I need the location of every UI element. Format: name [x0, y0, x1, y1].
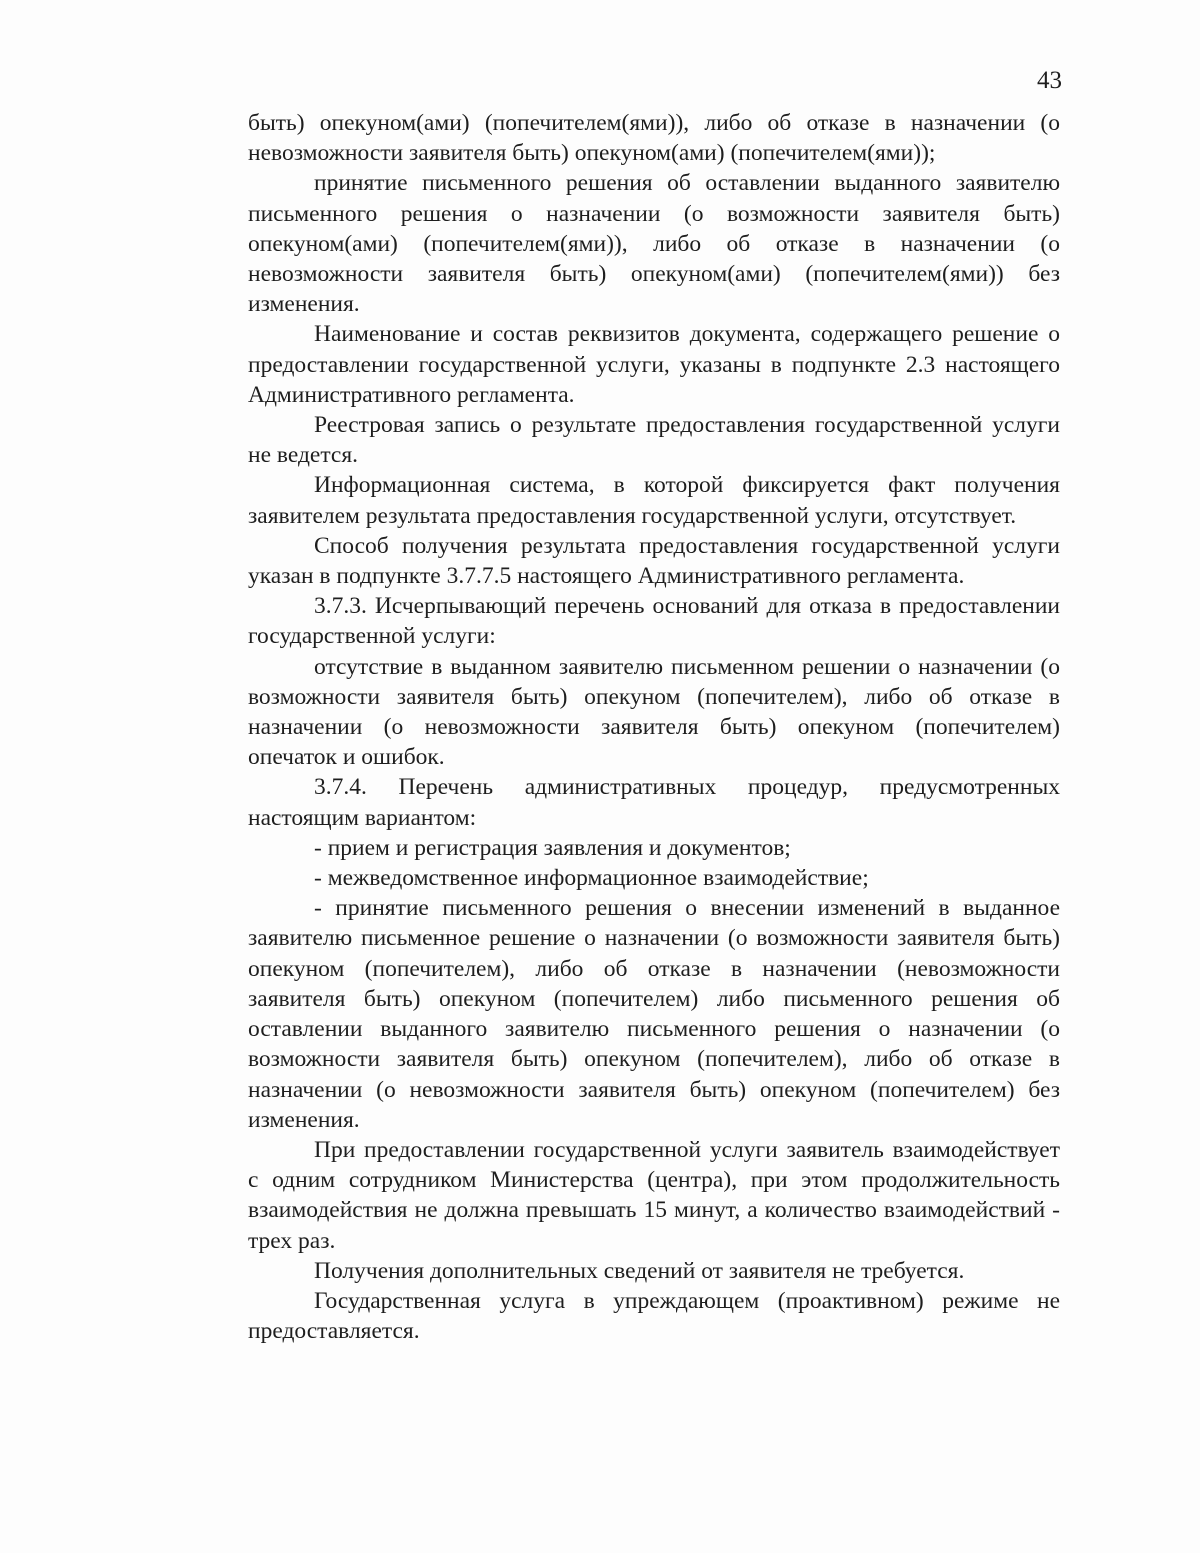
paragraph-result-method: Способ получения результата предоставления государственной услуги указан в подпункте 3.7.7.5 настоящего Административного регламента.: [248, 532, 1060, 590]
list-item-decision: - принятие письменного решения о внесении изменений в выданное заявителю письменное решение о назначении (о возможности заявителя быть) опекуном (попечителем), либо об отказе в назначении (невозможности заявителя быть) опекуном (попечителем) либо письменного решения об оставлении выданного заявителю письменного решения о назначении (о возможности заявителя быть) опекуном (попечителем), либо об отказе в назначении (о невозможности заявителя быть) опекуном (попечителем) без изменения.: [248, 895, 1060, 1133]
document-body: [248, 108, 1060, 1346]
paragraph-section-3-7-3: 3.7.3. Исчерпывающий перечень оснований для отказа в предоставлении государственной услуги:: [248, 593, 1060, 650]
list-item-reception: - прием и регистрация заявления и документов;: [314, 834, 791, 861]
paragraph-additional-info: Получения дополнительных сведений от заявителя не требуется.: [314, 1257, 965, 1284]
paragraph-information-system: Информационная система, в которой фиксируется факт получения заявителем результата предоставления государственной услуги, отсутствует.: [248, 472, 1060, 529]
paragraph-registry-record: Реестровая запись о результате предоставления государственной услуги не ведется.: [248, 412, 1060, 469]
paragraph-interaction: При предоставлении государственной услуги заявитель взаимодействует с одним сотрудником Министерства (центра), при этом продолжительность взаимодействия не должна превышать 15 минут, а количество взаимодействий - трех раз.: [248, 1136, 1060, 1254]
paragraph-proactive-mode: Государственная услуга в упреждающем (проактивном) режиме не предоставляется.: [248, 1287, 1060, 1345]
paragraph-continuation: быть) опекуном(ами) (попечителем(ями)), либо об отказе в назначении (о невозможности заявителя быть) опекуном(ами) (попечителем(ями));: [248, 110, 1060, 167]
list-item-interagency: - межведомственное информационное взаимодействие;: [314, 865, 869, 892]
paragraph-document-requisites: Наименование и состав реквизитов документа, содержащего решение о предоставлении государственной услуги, указаны в подпункте 2.3 настоящего Административного регламента.: [248, 321, 1060, 408]
paragraph-refusal-ground: отсутствие в выданном заявителю письменном решении о назначении (о возможности заявителя быть) опекуном (попечителем), либо об отказе в назначении (о невозможности заявителя быть) опекуном (попечителем) опечаток и ошибок.: [248, 653, 1060, 771]
paragraph-decision-unchanged: принятие письменного решения об оставлении выданного заявителю письменного решения о назначении (о возможности заявителя быть) опекуном(ами) (попечителем(ями)), либо об отказе в назначении (о невозможности заявителя быть) опекуном(ами) (попечителем(ями)) без изменения.: [248, 170, 1060, 318]
page-number: 43: [1037, 67, 1062, 94]
paragraph-section-3-7-4: 3.7.4. Перечень административных процедур, предусмотренных настоящим вариантом:: [248, 774, 1060, 831]
